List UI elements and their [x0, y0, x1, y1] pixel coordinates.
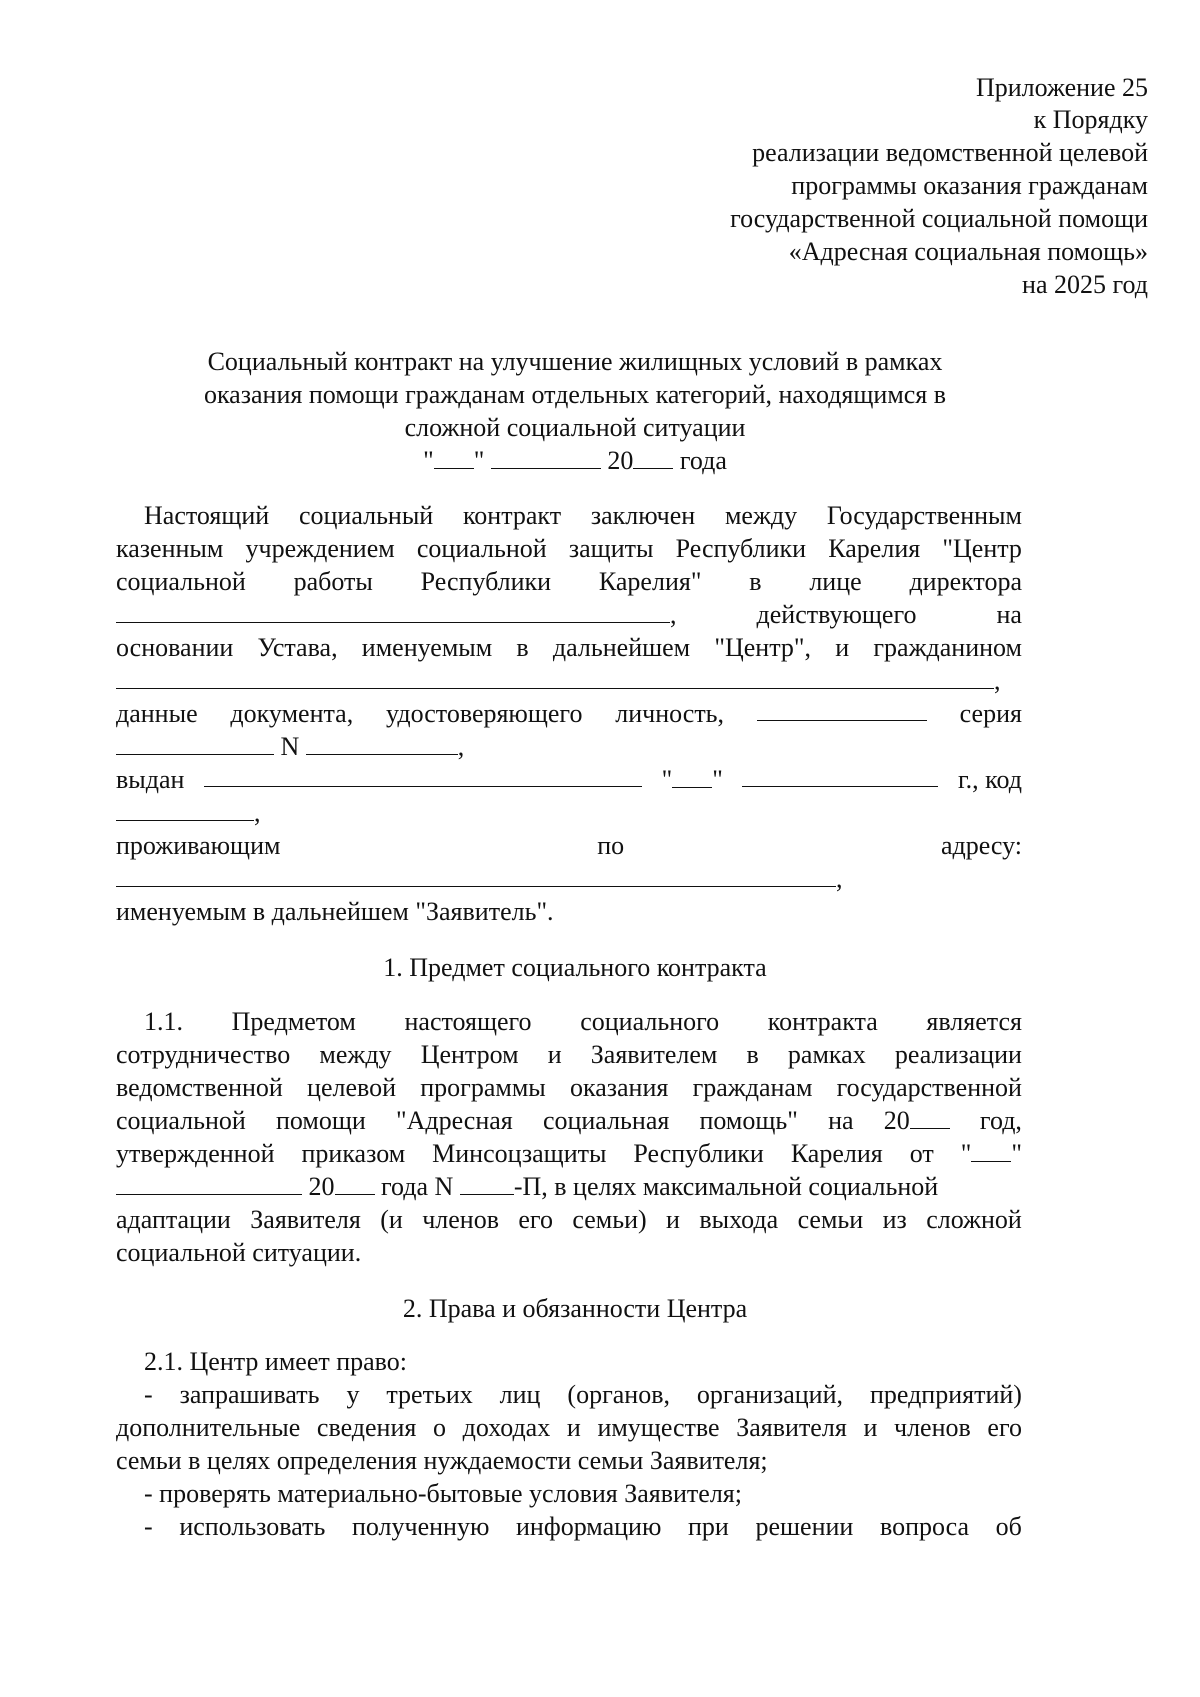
header-line: программы оказания гражданам [791, 171, 1148, 200]
intro-line: Настоящий социальный контракт заключен между Государственным [144, 501, 1022, 530]
document-title: оказания помощи гражданам отдельных категорий, находящимся в [203, 380, 947, 409]
intro-line: , [116, 863, 843, 895]
intro-line: основании Устава, именуемым в дальнейшем "Центр", и гражданином [116, 633, 1022, 662]
header-line: на 2025 год [1022, 270, 1148, 299]
section1-line: социальной помощи "Адресная социальная помощь" на 20 год, [116, 1106, 1022, 1135]
month-blank [491, 446, 601, 469]
appendix-number: Приложение 25 [975, 73, 1148, 102]
intro-line: данные документа, удостоверяющего личность, серия [116, 699, 1022, 728]
section1-line: адаптации Заявителя (и членов его семьи) и выхода семьи из сложной [116, 1205, 1022, 1234]
intro-line: выдан " " г., код [116, 765, 1022, 794]
intro-line: проживающим по адресу: [116, 831, 1022, 860]
document-date: " " 20 года [423, 446, 727, 475]
order-month-blank [116, 1172, 302, 1195]
order-year-blank [335, 1172, 375, 1195]
issue-month-blank [742, 764, 938, 787]
series-blank [116, 732, 274, 755]
section2-line: семьи в целях определения нуждаемости семьи Заявителя; [116, 1446, 768, 1475]
section1-line: утвержденной приказом Минсоцзащиты Республики Карелия от " " [116, 1139, 1022, 1168]
section2-line: - использовать полученную информацию при решении вопроса об [144, 1512, 1022, 1541]
section1-line: 20 года N -П, в целях максимальной социальной [116, 1171, 938, 1203]
citizen-name-blank [116, 666, 994, 689]
document-type-blank [757, 698, 927, 721]
intro-line: именуемым в дальнейшем "Заявитель". [116, 897, 554, 926]
issued-by-blank [204, 764, 642, 787]
issue-day-blank [672, 765, 712, 788]
day-blank [434, 446, 474, 469]
header-line: «Адресная социальная помощь» [788, 237, 1148, 266]
section-heading: 1. Предмет социального контракта [383, 953, 767, 982]
document-title: Социальный контракт на улучшение жилищных условий в рамках [207, 347, 943, 376]
intro-line: , [116, 797, 261, 829]
intro-line: , [116, 665, 1001, 697]
section2-line: - запрашивать у третьих лиц (органов, организаций, предприятий) [144, 1380, 1022, 1409]
order-number-blank [460, 1172, 514, 1195]
section2-line: 2.1. Центр имеет право: [144, 1347, 407, 1376]
section1-line: ведомственной целевой программы оказания гражданам государственной [116, 1073, 1022, 1102]
section-heading: 2. Права и обязанности Центра [402, 1294, 748, 1323]
intro-line: казенным учреждением социальной защиты Республики Карелия "Центр [116, 534, 1022, 563]
header-line: государственной социальной помощи [730, 204, 1148, 233]
document-title: сложной социальной ситуации [404, 413, 746, 442]
section1-line: 1.1. Предметом настоящего социального контракта является [144, 1007, 1022, 1036]
header-line: к Порядку [1033, 105, 1148, 134]
header-line: реализации ведомственной целевой [752, 138, 1148, 167]
section1-line: сотрудничество между Центром и Заявителем в рамках реализации [116, 1040, 1022, 1069]
program-year-blank [910, 1106, 950, 1129]
intro-line: , действующего на [116, 599, 1022, 631]
address-blank [116, 864, 836, 887]
intro-line: N , [116, 731, 464, 763]
intro-line: социальной работы Республики Карелия" в лице директора [116, 567, 1022, 596]
section1-line: социальной ситуации. [116, 1238, 362, 1267]
section2-line: - проверять материально-бытовые условия Заявителя; [144, 1479, 742, 1508]
code-blank [116, 798, 254, 821]
order-day-blank [971, 1139, 1011, 1162]
director-name-blank [116, 600, 670, 623]
section2-line: дополнительные сведения о доходах и имуществе Заявителя и членов его [116, 1413, 1022, 1442]
year-blank [633, 446, 673, 469]
number-blank [306, 732, 458, 755]
